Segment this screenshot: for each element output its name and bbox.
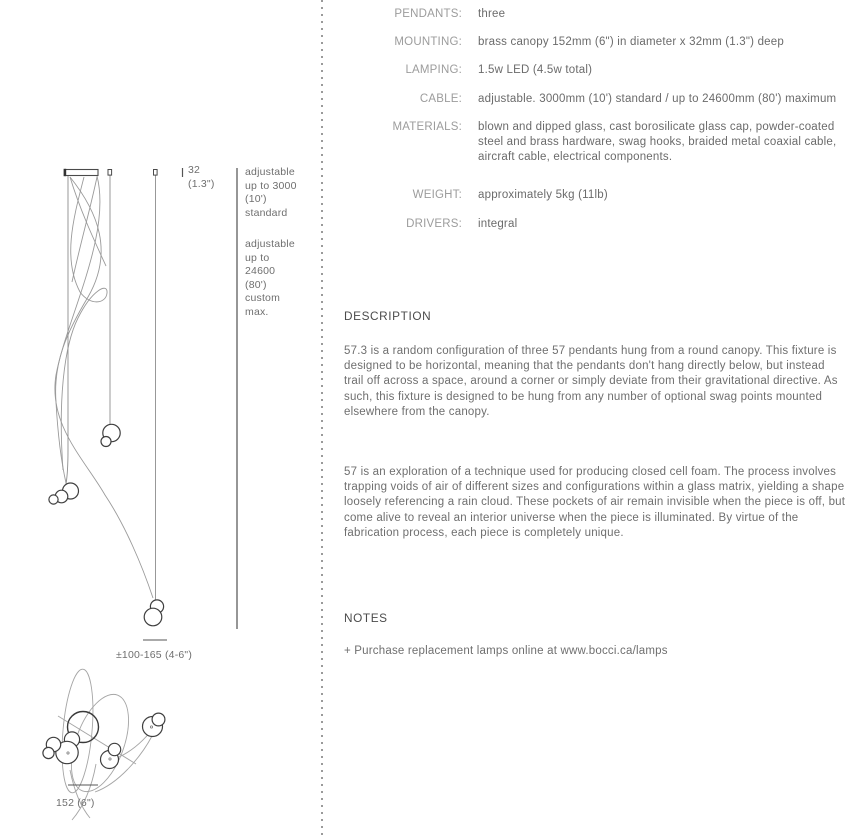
dim-canopy-diameter: 152 (6") — [56, 797, 95, 809]
cable-max-note — [245, 238, 315, 319]
spec-row-cable — [344, 92, 846, 107]
description-heading: DESCRIPTION — [344, 309, 432, 323]
dim-pendant-drop: ±100-165 (4-6") — [115, 649, 193, 661]
spec-label: PENDANTS: — [394, 8, 462, 20]
elevation-view — [49, 168, 237, 640]
spec-value: brass canopy 152mm (6") in diameter x 32mm (1.3") deep — [478, 36, 784, 49]
spec-value: 1.5w LED (4.5w total) — [478, 64, 593, 77]
spec-table — [344, 7, 846, 245]
spec-label: CABLE: — [419, 92, 462, 105]
cable-swirls — [55, 176, 153, 598]
notes-heading: NOTES — [344, 611, 388, 625]
spec-row-lamping — [344, 63, 846, 78]
canopy-elevation — [64, 169, 98, 176]
drop-cables — [66, 175, 156, 600]
spec-label: LAMPING: — [405, 64, 462, 77]
spec-row-weight — [344, 188, 846, 203]
spec-row-mounting — [344, 35, 846, 50]
cable-standard-note-line: (10') — [245, 193, 267, 205]
pendant-glass-elevation — [49, 424, 164, 626]
spec-value: adjustable. 3000mm (10') standard / up to 24600mm (80') maximum — [478, 92, 837, 105]
dim-canopy-depth-in: (1.3") — [188, 178, 215, 190]
cable-max-note-line: (80') — [245, 278, 267, 291]
cable-max-note-line: max. — [245, 305, 269, 318]
spec-label: DRIVERS: — [406, 217, 462, 230]
spec-label: WEIGHT: — [412, 189, 462, 202]
dotted-separator — [321, 0, 323, 837]
cable-standard-note-line: adjustable — [245, 166, 295, 178]
spec-label: MOUNTING: — [394, 36, 462, 49]
cable-max-note-line: up to — [245, 251, 270, 264]
swag-hooks — [108, 170, 157, 176]
fixture-technical-drawing — [0, 0, 330, 837]
dim-canopy-depth-mm: 32 — [188, 164, 201, 176]
pendant-glass-plan — [43, 713, 165, 768]
description-paragraph-1: 57.3 is a random configuration of three 57 pendants hung from a round canopy. This fixture is designed to be horizontal, meaning that the pendants don't hang directly below, but instead trail off across a space, around a corner or simply deviate from their gravitational directive. As such, this fixture is designed to be hung from any number of optional swag points mounted elsewhere from the canopy. — [344, 345, 838, 418]
spec-value: approximately 5kg (11lb) — [478, 189, 608, 202]
cable-standard-note-line: standard — [245, 206, 288, 219]
cable-max-note-line: custom — [245, 292, 281, 304]
note-replacement-lamps: + Purchase replacement lamps online at www.bocci.ca/lamps — [344, 645, 668, 657]
spec-value: blown and dipped glass, cast borosilicate glass cap, powder-coated steel and brass hardware, swag hooks, braided metal coaxial cable, aircraft cable, electrical components. — [478, 120, 837, 164]
spec-row-materials — [344, 120, 846, 166]
spec-value: three — [478, 8, 506, 20]
cable-max-note-line: 24600 — [245, 265, 276, 277]
cable-max-note-line: adjustable — [245, 238, 295, 250]
spec-value: integral — [478, 217, 518, 230]
spec-label: MATERIALS: — [392, 120, 462, 133]
spec-row-pendants — [344, 7, 846, 22]
spec-row-drivers — [344, 217, 846, 232]
cable-standard-note-line: up to 3000 — [245, 179, 297, 192]
description-paragraph-2: 57 is an exploration of a technique used for producing closed cell foam. The process involves trapping voids of air of different sizes and configurations within a glass matrix, yielding a shape loosely referencing a rain cloud. These pockets of air remain invisible when the piece is off, but come alive to reveal an interior universe when the piece is illuminated. By virtue of the fabrication process, each piece is completely unique. — [344, 466, 846, 539]
cable-standard-note — [245, 166, 315, 220]
